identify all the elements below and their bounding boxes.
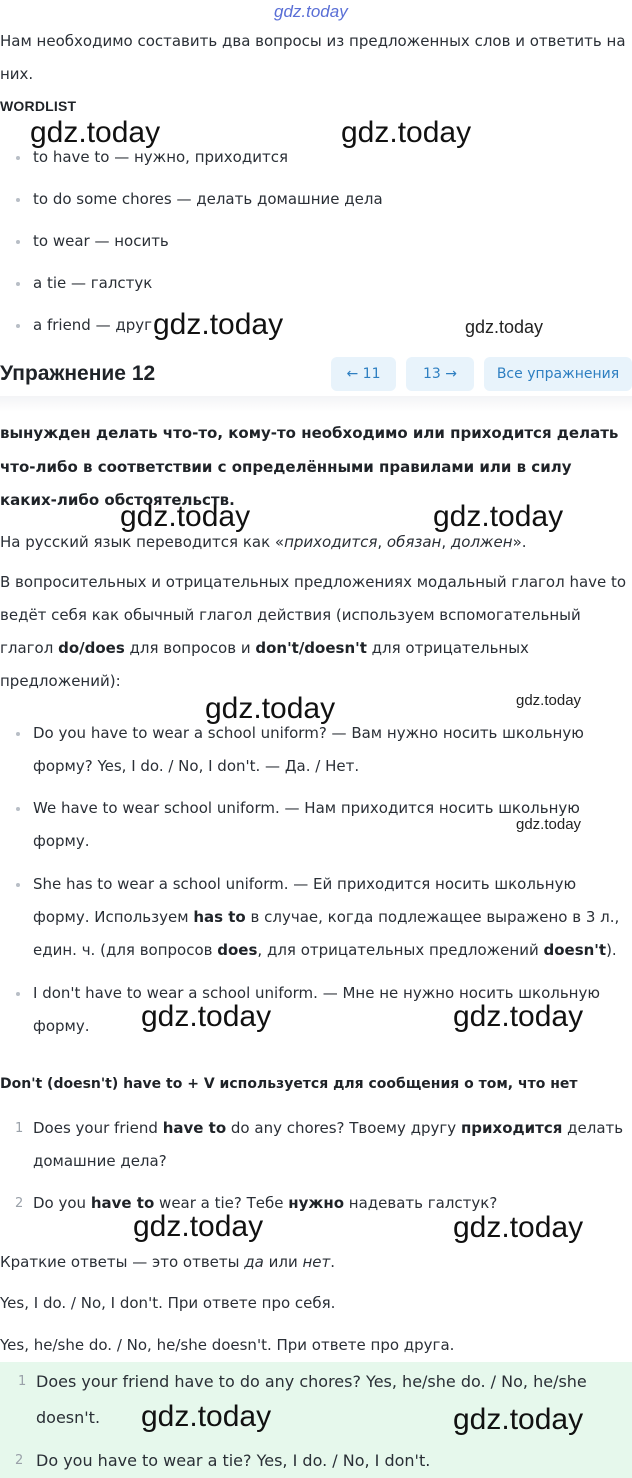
- watermark: gdz.today: [120, 500, 251, 533]
- example-item: She has to wear a school uniform. — Ей приходится носить школьную форму. Используем has to в случае, когда подлежащее выражено в 3 л., един. ч. (для вопросов does, для отрицательных предложений doesn't).: [0, 868, 632, 967]
- example-item: Do you have to wear a school uniform? — Вам нужно носить школьную форму? Yes, I do. / No, I don't. — Да. / Нет.: [0, 717, 632, 783]
- question-item: 2 Do you have to wear a tie? Тебе нужно надевать галстук?: [15, 1194, 498, 1212]
- watermark: gdz.today: [516, 816, 582, 833]
- wordlist-title: WORDLIST: [0, 98, 77, 114]
- answer-item: 1 Does your friend have to do any chores? Yes, he/she do. / No, he/she doesn't.: [18, 1372, 587, 1427]
- watermark: gdz.today: [465, 317, 544, 337]
- wordlist-item: a tie — галстук: [0, 267, 632, 300]
- rule-text: Don't (doesn't) have to + V используется для сообщения о том, что нет: [0, 1076, 578, 1092]
- watermark: gdz.today: [453, 1403, 584, 1436]
- watermark: gdz.today: [341, 116, 472, 149]
- theory-explanation: В вопросительных и отрицательных предложениях модальный глагол have to ведёт себя как обычный глагол действия (используем вспомогательный глагол do/does для вопросов и don't/doesn't для отрицательных предложений):: [0, 573, 627, 690]
- answer-item: 2 Do you have to wear a tie? Yes, I do. / No, I don't.: [15, 1451, 431, 1470]
- watermark: gdz.today: [453, 1211, 584, 1244]
- theory-translation: На русский язык переводится как «приходится, обязан, должен».: [0, 533, 527, 551]
- short-answer-friend: Yes, he/she do. / No, he/she doesn't. При ответе про друга.: [0, 1336, 455, 1354]
- question-item: 1 Does your friend have to do any chores? Твоему другу приходится делать домашние дела?: [15, 1119, 624, 1170]
- prev-exercise-button[interactable]: ← 11: [331, 357, 396, 391]
- top-watermark: gdz.today: [274, 2, 348, 21]
- watermark: gdz.today: [141, 1400, 272, 1433]
- exercise-nav: [0, 354, 632, 396]
- example-item: We have to wear school uniform. — Нам приходится носить школьную форму.: [0, 792, 632, 858]
- watermark: gdz.today: [141, 1000, 272, 1033]
- nav-shadow: [0, 396, 632, 412]
- watermark: gdz.today: [516, 692, 582, 709]
- wordlist-item: to have to — нужно, приходится: [0, 141, 632, 174]
- example-item: I don't have to wear a school uniform. — Мне не нужно носить школьную форму.: [0, 977, 632, 1043]
- next-exercise-button[interactable]: 13 →: [406, 357, 474, 391]
- wordlist-item: to do some chores — делать домашние дела: [0, 183, 632, 216]
- all-exercises-button[interactable]: Все упражнения: [484, 357, 632, 391]
- wordlist-item: to wear — носить: [0, 225, 632, 258]
- intro-text: Нам необходимо составить два вопросы из предложенных слов и ответить на них.: [0, 32, 626, 83]
- watermark: gdz.today: [453, 1000, 584, 1033]
- watermark: gdz.today: [133, 1210, 264, 1243]
- watermark: gdz.today: [30, 116, 161, 149]
- watermark: gdz.today: [433, 500, 564, 533]
- exercise-title: Упражнение 12: [0, 362, 156, 385]
- wordlist-item: a friend — друг: [0, 309, 632, 342]
- theory-definition: вынужден делать что-то, кому-то необходимо или приходится делать что-либо в соответствии с определёнными правилами или в силу каких-либо обстоятельств.: [0, 424, 619, 509]
- watermark: gdz.today: [205, 692, 336, 725]
- short-answers-intro: Краткие ответы — это ответы да или нет.: [0, 1253, 336, 1271]
- short-answer-self: Yes, I do. / No, I don't. При ответе про себя.: [0, 1294, 336, 1312]
- watermark: gdz.today: [153, 308, 284, 341]
